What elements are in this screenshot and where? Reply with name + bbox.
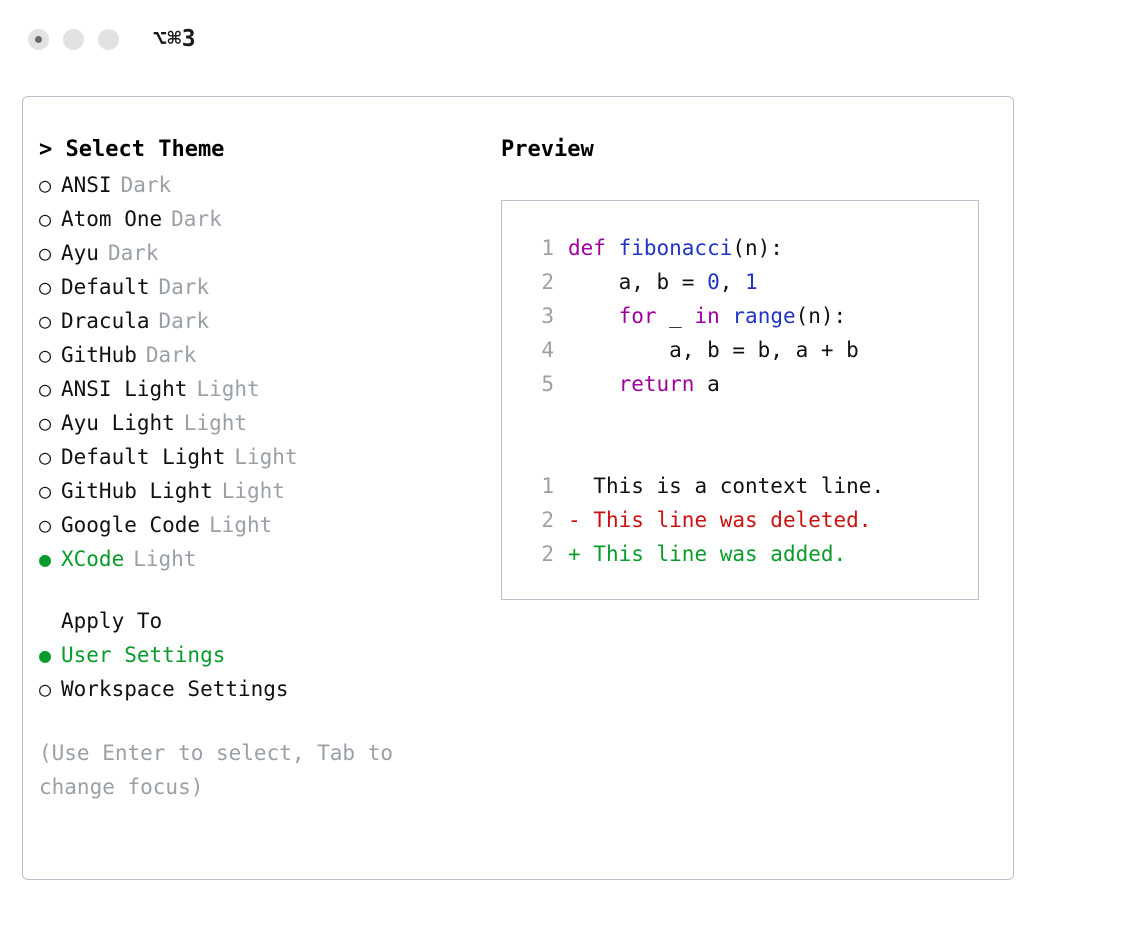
theme-option-default[interactable] xyxy=(39,270,485,304)
code-line xyxy=(520,231,978,265)
line-number: 2 xyxy=(541,542,554,566)
theme-picker-panel xyxy=(22,96,1014,880)
apply-to-option-label: Workspace Settings xyxy=(61,677,289,701)
theme-option-ayu-light[interactable] xyxy=(39,406,485,440)
code-token: def xyxy=(568,236,619,260)
diff-line-context xyxy=(520,469,978,503)
theme-option-dracula[interactable] xyxy=(39,304,485,338)
theme-option-variant: Dark xyxy=(158,275,210,299)
code-token: , xyxy=(719,270,746,294)
code-token: a xyxy=(694,372,720,396)
diff-text: This line was deleted. xyxy=(580,508,872,532)
diff-sign: - xyxy=(568,508,581,532)
theme-option-variant: Light xyxy=(133,547,197,571)
theme-option-ansi[interactable] xyxy=(39,168,485,202)
diff-text: This line was added. xyxy=(580,542,847,566)
preview-column xyxy=(485,137,1013,879)
theme-option-variant: Light xyxy=(234,445,298,469)
apply-to-option-label: User Settings xyxy=(61,643,226,667)
theme-option-label: Dracula xyxy=(61,309,150,333)
keyboard-hint-text: (Use Enter to select, Tab to change focus) xyxy=(39,741,406,799)
radio-icon: ○ xyxy=(39,445,52,469)
theme-option-variant: Dark xyxy=(145,343,197,367)
radio-icon: ○ xyxy=(39,241,52,265)
theme-option-label: Atom One xyxy=(61,207,163,231)
theme-option-label: Default xyxy=(61,275,150,299)
radio-icon: ○ xyxy=(39,207,52,231)
code-token xyxy=(720,299,733,333)
diff-line-deleted xyxy=(520,503,978,537)
code-token: _ xyxy=(656,304,695,328)
theme-option-variant: Light xyxy=(221,479,285,503)
theme-option-variant: Light xyxy=(183,411,248,435)
code-token: (n): xyxy=(732,236,783,260)
apply-to-option-list xyxy=(39,638,485,706)
theme-option-label: XCode xyxy=(61,547,125,571)
radio-icon: ○ xyxy=(39,479,52,503)
radio-selected-icon: ● xyxy=(39,643,52,667)
code-line xyxy=(520,299,978,333)
theme-list-column xyxy=(23,137,485,879)
line-number: 5 xyxy=(541,372,554,396)
diff-line-added xyxy=(520,537,978,571)
code-blank-line xyxy=(520,401,978,435)
code-token: return xyxy=(618,372,695,396)
theme-option-label: GitHub xyxy=(61,343,137,367)
code-token: (n): xyxy=(795,304,847,328)
diff-sign: + xyxy=(568,542,581,566)
radio-icon: ○ xyxy=(39,343,52,367)
theme-option-label: ANSI Light xyxy=(61,377,188,401)
code-token: 1 xyxy=(745,270,758,294)
radio-icon: ○ xyxy=(39,377,52,401)
keyboard-shortcut-label: ⌥⌘3 xyxy=(153,26,197,52)
window-dot-maximize[interactable] xyxy=(98,29,119,50)
theme-option-xcode[interactable] xyxy=(39,542,485,576)
theme-option-variant: Dark xyxy=(171,207,222,231)
line-number: 4 xyxy=(541,338,554,362)
theme-option-label: Ayu Light xyxy=(61,411,175,435)
radio-icon: ○ xyxy=(39,513,52,537)
theme-option-variant: Dark xyxy=(107,241,159,265)
code-token: a, b = b, a + b xyxy=(568,338,859,362)
radio-icon: ○ xyxy=(39,309,52,333)
code-line xyxy=(520,367,978,401)
theme-option-variant: Light xyxy=(209,513,273,537)
apply-to-heading: Apply To xyxy=(61,609,163,633)
apply-to-user-settings[interactable] xyxy=(39,638,485,672)
list-spacer xyxy=(39,576,485,604)
preview-heading: Preview xyxy=(501,137,594,162)
code-token: fibonacci xyxy=(618,236,733,260)
theme-option-atom-one[interactable] xyxy=(39,202,485,236)
code-blank-line xyxy=(520,435,978,469)
theme-option-variant: Dark xyxy=(120,173,172,197)
theme-option-label: ANSI xyxy=(61,173,112,197)
radio-selected-icon: ● xyxy=(39,547,52,571)
title-bar xyxy=(0,0,1140,78)
line-number: 2 xyxy=(541,508,554,532)
code-token xyxy=(568,299,619,333)
theme-option-ansi-light[interactable] xyxy=(39,372,485,406)
radio-icon: ○ xyxy=(39,173,52,197)
radio-icon: ○ xyxy=(39,677,52,701)
radio-icon: ○ xyxy=(39,411,52,435)
window-dot-close-inner xyxy=(35,36,42,43)
select-theme-heading: > Select Theme xyxy=(39,137,225,162)
code-token: for xyxy=(618,304,657,328)
line-number: 1 xyxy=(541,474,554,498)
theme-option-github[interactable] xyxy=(39,338,485,372)
window-dot-close[interactable] xyxy=(28,29,49,50)
theme-option-google-code[interactable] xyxy=(39,508,485,542)
code-token: in xyxy=(694,304,720,328)
code-token: 0 xyxy=(707,270,720,294)
theme-option-default-light[interactable] xyxy=(39,440,485,474)
theme-option-ayu[interactable] xyxy=(39,236,485,270)
code-token: range xyxy=(732,304,796,328)
theme-option-variant: Light xyxy=(196,377,260,401)
line-number: 3 xyxy=(541,304,554,328)
theme-option-label: Default Light xyxy=(61,445,226,469)
preview-box xyxy=(501,200,979,600)
theme-option-label: Google Code xyxy=(61,513,201,537)
window-dot-minimize[interactable] xyxy=(63,29,84,50)
apply-to-workspace-settings[interactable] xyxy=(39,672,485,706)
radio-icon: ○ xyxy=(39,275,52,299)
theme-option-variant: Dark xyxy=(158,309,210,333)
diff-text: This is a context line. xyxy=(580,474,885,498)
line-number: 2 xyxy=(541,270,554,294)
code-line xyxy=(520,265,978,299)
theme-option-label: GitHub Light xyxy=(61,479,213,503)
theme-option-label: Ayu xyxy=(61,241,99,265)
theme-option-list xyxy=(39,168,485,576)
window-controls xyxy=(28,29,119,50)
code-line xyxy=(520,333,978,367)
code-token: a, b = xyxy=(568,270,708,294)
diff-sign xyxy=(568,469,581,503)
theme-option-github-light[interactable] xyxy=(39,474,485,508)
line-number: 1 xyxy=(541,236,554,260)
code-token xyxy=(568,367,619,401)
